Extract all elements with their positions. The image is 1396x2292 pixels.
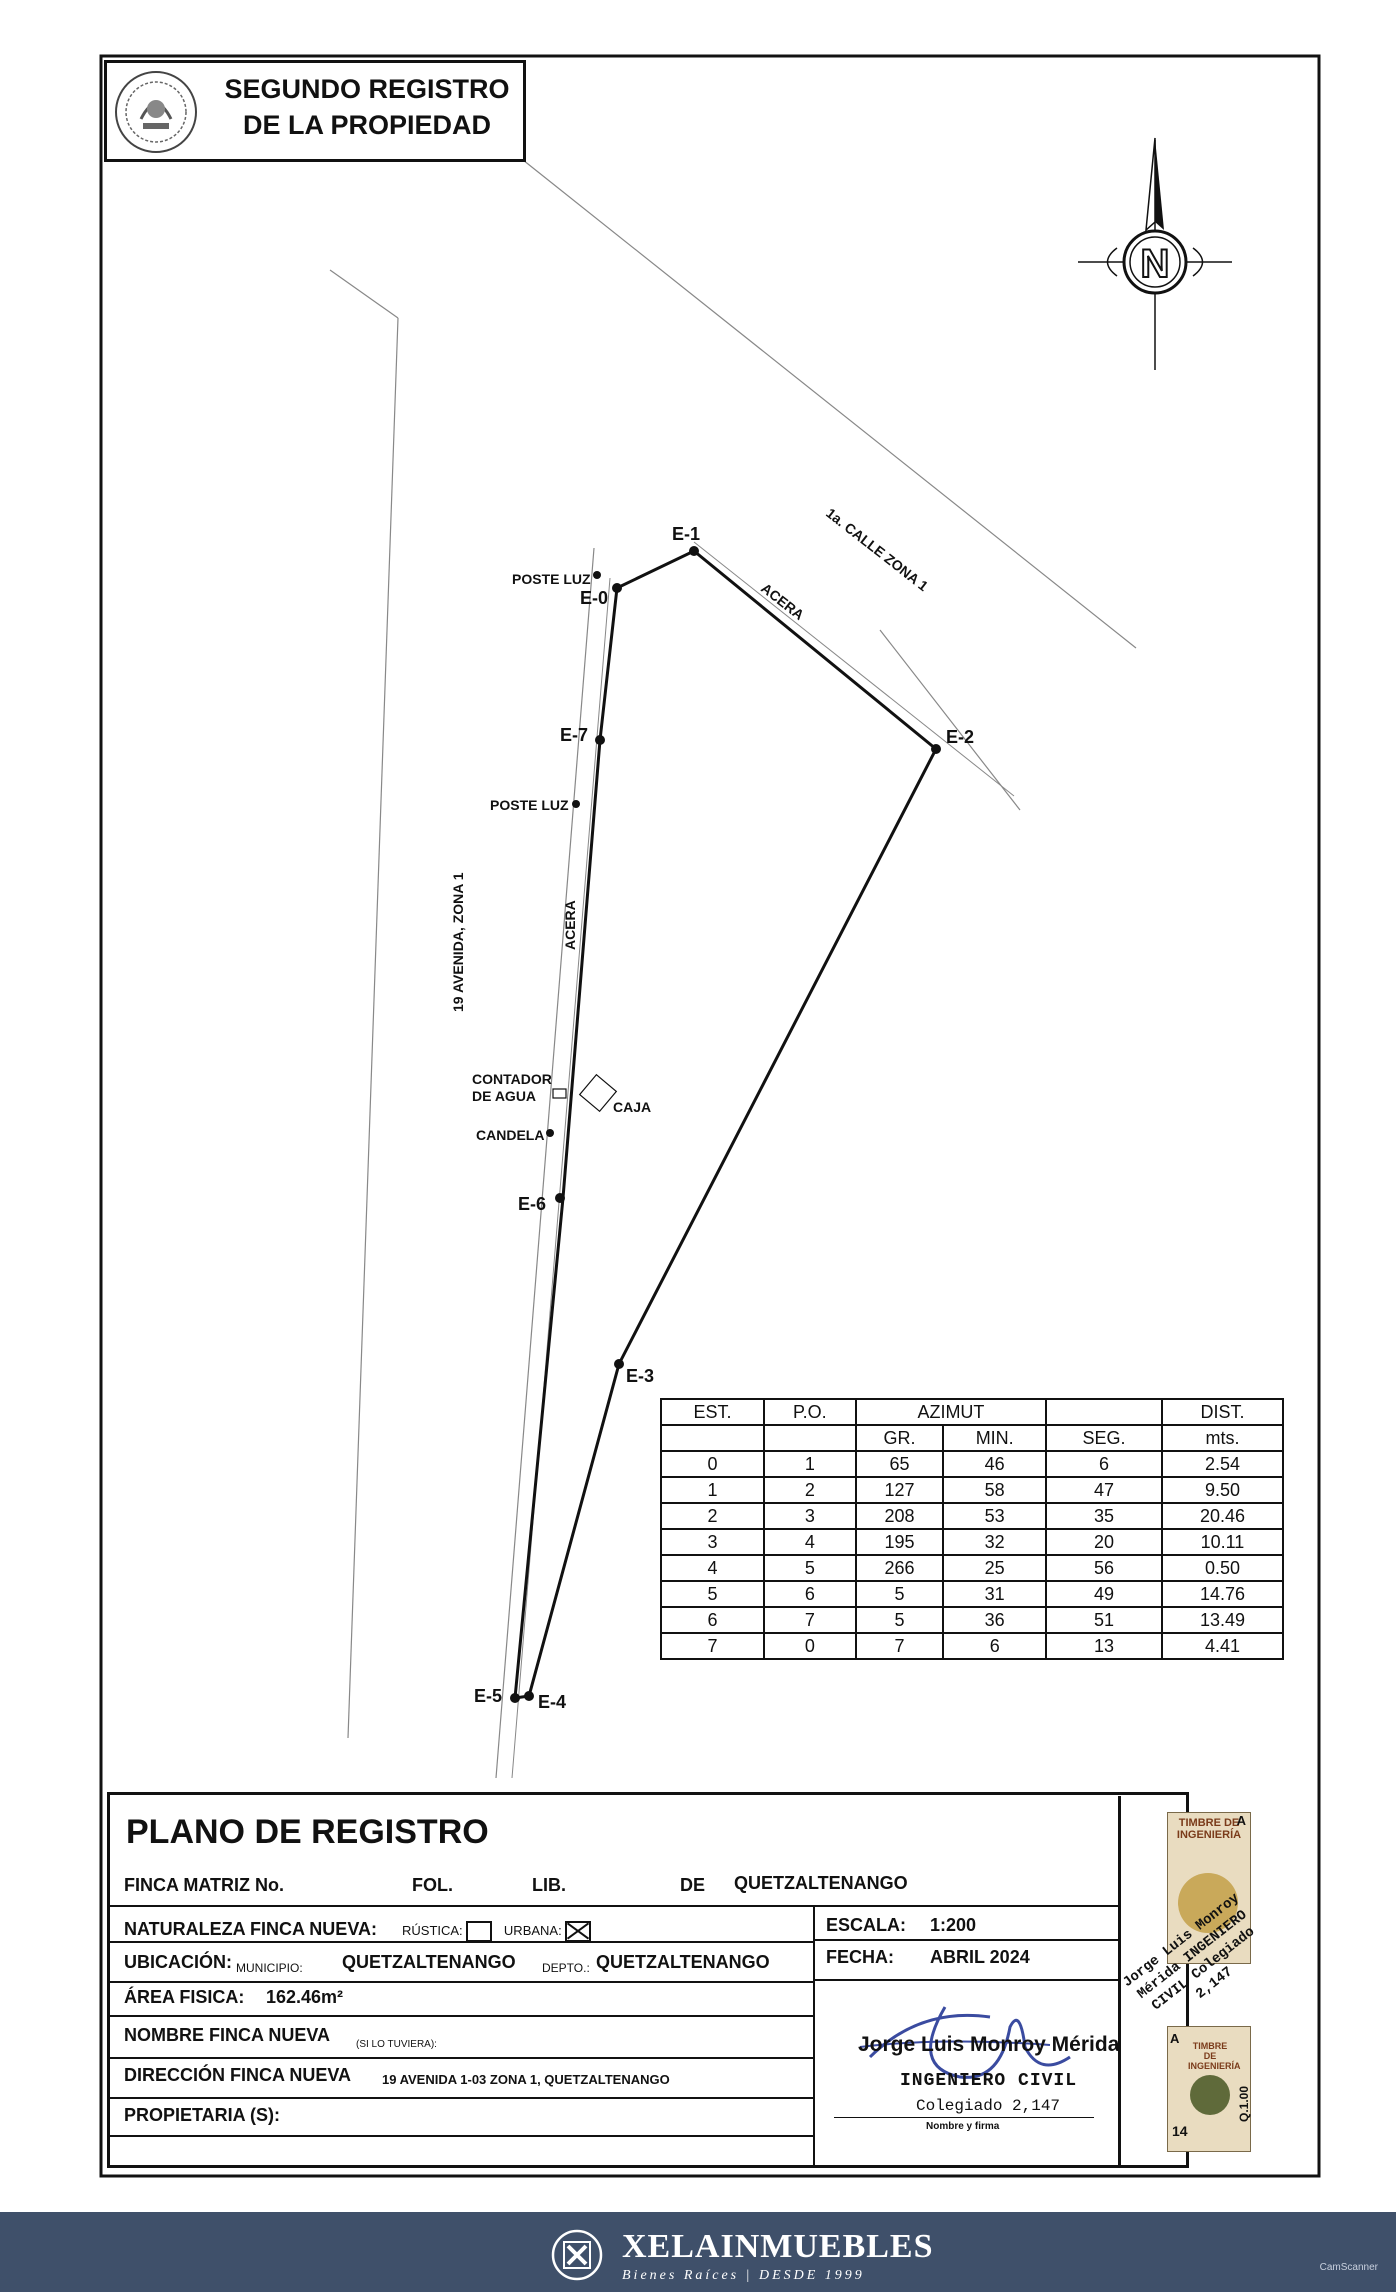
finca-matriz-label: FINCA MATRIZ No. xyxy=(124,1875,284,1895)
cell-min: 25 xyxy=(943,1555,1046,1581)
divider xyxy=(110,2097,813,2099)
avenida-line-top xyxy=(330,270,398,318)
cell-est: 2 xyxy=(661,1503,764,1529)
escala-label: ESCALA: xyxy=(826,1915,906,1935)
divider xyxy=(110,1905,1121,1907)
divider xyxy=(813,1939,1121,1941)
caja-symbol xyxy=(580,1075,617,1112)
cell-po: 3 xyxy=(764,1503,856,1529)
cell-seg: 20 xyxy=(1046,1529,1162,1555)
cell-seg: 51 xyxy=(1046,1607,1162,1633)
xela-logo-icon xyxy=(550,2228,604,2282)
stamps-area xyxy=(1118,1796,1278,2168)
candela-point xyxy=(546,1129,554,1137)
label-caja: CAJA xyxy=(613,1099,652,1115)
label-e5: E-5 xyxy=(474,1686,503,1706)
cell-gr: 208 xyxy=(856,1503,944,1529)
cell-dist: 13.49 xyxy=(1162,1607,1283,1633)
label-acera-left: ACERA xyxy=(562,900,578,950)
cell-po: 0 xyxy=(764,1633,856,1659)
cell-dist: 14.76 xyxy=(1162,1581,1283,1607)
cell-po: 2 xyxy=(764,1477,856,1503)
cell-gr: 5 xyxy=(856,1607,944,1633)
depto-value: QUETZALTENANGO xyxy=(596,1952,770,1972)
cell-min: 6 xyxy=(943,1633,1046,1659)
cell-est: 6 xyxy=(661,1607,764,1633)
title-block xyxy=(107,1792,1189,2168)
direccion-label: DIRECCIÓN FINCA NUEVA xyxy=(124,2065,352,2085)
fol-label: FOL. xyxy=(412,1875,453,1895)
table-row xyxy=(661,1581,1283,1607)
cell-po: 5 xyxy=(764,1555,856,1581)
cell-seg: 56 xyxy=(1046,1555,1162,1581)
acera-line-3 xyxy=(694,542,1014,796)
cell-est: 7 xyxy=(661,1633,764,1659)
cell-gr: 266 xyxy=(856,1555,944,1581)
signature-line xyxy=(834,2117,1094,2118)
label-poste-luz-2: POSTE LUZ xyxy=(490,797,569,813)
label-e6: E-6 xyxy=(518,1194,547,1214)
cell-min: 32 xyxy=(943,1529,1046,1555)
municipio-value: QUETZALTENANGO xyxy=(342,1952,516,1972)
table-row xyxy=(661,1555,1283,1581)
vertex-e1 xyxy=(689,546,699,556)
de-label: DE xyxy=(680,1875,706,1895)
lib-label: LIB. xyxy=(532,1875,566,1895)
direccion-value: 19 AVENIDA 1-03 ZONA 1, QUETZALTENANGO xyxy=(382,2072,670,2087)
th-mts: mts. xyxy=(1162,1425,1283,1451)
cell-gr: 65 xyxy=(856,1451,944,1477)
label-e4: E-4 xyxy=(538,1692,567,1712)
depto-label: DEPTO.: xyxy=(542,1961,590,1975)
cell-min: 46 xyxy=(943,1451,1046,1477)
divider xyxy=(110,1981,813,1983)
vertex-e7 xyxy=(595,735,605,745)
label-poste-luz-1: POSTE LUZ xyxy=(512,571,591,587)
timbre-letter-1: A xyxy=(1236,1813,1246,1828)
table-row xyxy=(661,1607,1283,1633)
rustica-checkbox[interactable] xyxy=(466,1921,492,1942)
municipio-label: MUNICIPIO: xyxy=(236,1961,303,1975)
calle-line-outer xyxy=(523,160,1136,648)
nombre-note: (SI LO TUVIERA): xyxy=(356,2039,437,2050)
cell-dist: 20.46 xyxy=(1162,1503,1283,1529)
fecha-value: ABRIL 2024 xyxy=(930,1947,1030,1967)
cell-dist: 4.41 xyxy=(1162,1633,1283,1659)
th-min: MIN. xyxy=(943,1425,1046,1451)
divider xyxy=(813,1979,1121,1981)
cell-po: 7 xyxy=(764,1607,856,1633)
cell-dist: 10.11 xyxy=(1162,1529,1283,1555)
ubicacion-label: UBICACIÓN: xyxy=(124,1952,232,1972)
cell-min: 53 xyxy=(943,1503,1046,1529)
acera-line-2 xyxy=(512,578,610,1778)
rustica-label: RÚSTICA: xyxy=(402,1922,463,1938)
north-letter: N xyxy=(1140,242,1170,286)
fecha-label: FECHA: xyxy=(826,1947,894,1967)
table-row xyxy=(661,1477,1283,1503)
vertex-e3 xyxy=(614,1359,624,1369)
table-row xyxy=(661,1503,1283,1529)
label-e3: E-3 xyxy=(626,1366,655,1386)
th-azimut: AZIMUT xyxy=(856,1399,1046,1425)
cell-seg: 13 xyxy=(1046,1633,1162,1659)
cell-seg: 49 xyxy=(1046,1581,1162,1607)
de-value: QUETZALTENANGO xyxy=(734,1873,908,1893)
vertex-e4 xyxy=(524,1691,534,1701)
cell-gr: 127 xyxy=(856,1477,944,1503)
th-empty xyxy=(764,1425,856,1451)
label-avenida: 19 AVENIDA, ZONA 1 xyxy=(450,872,466,1012)
label-e2: E-2 xyxy=(946,727,975,747)
timbre-number: 14 xyxy=(1172,2123,1188,2139)
divider xyxy=(110,1941,813,1943)
divider xyxy=(813,1905,815,2165)
cell-gr: 195 xyxy=(856,1529,944,1555)
cell-min: 31 xyxy=(943,1581,1046,1607)
timbre-stamp-2 xyxy=(1167,2026,1251,2152)
colegiado: Colegiado 2,147 xyxy=(916,2097,1061,2115)
escala-value: 1:200 xyxy=(930,1915,977,1935)
poste-luz-point-1 xyxy=(593,571,601,579)
table-row xyxy=(661,1633,1283,1659)
cell-min: 58 xyxy=(943,1477,1046,1503)
table-row xyxy=(661,1529,1283,1555)
label-contador-2: DE AGUA xyxy=(472,1088,537,1104)
urbana-checkbox[interactable] xyxy=(565,1921,591,1942)
label-e0: E-0 xyxy=(580,588,609,608)
rustica-option xyxy=(402,1921,591,1942)
label-contador-1: CONTADOR xyxy=(472,1071,552,1087)
cell-dist: 2.54 xyxy=(1162,1451,1283,1477)
registry-header xyxy=(104,60,526,162)
contador-agua-symbol xyxy=(553,1089,566,1098)
brand-tagline: Bienes Raíces | DESDE 1999 xyxy=(622,2268,865,2283)
area-value: 162.46m² xyxy=(266,1987,344,2007)
engineer-title: INGENIERO CIVIL xyxy=(900,2071,1078,2091)
firma-caption: Nombre y firma xyxy=(926,2121,1000,2132)
cell-est: 3 xyxy=(661,1529,764,1555)
cell-est: 5 xyxy=(661,1581,764,1607)
th-empty xyxy=(661,1425,764,1451)
north-arrow-icon xyxy=(1078,138,1232,370)
label-acera-top: ACERA xyxy=(758,579,808,624)
registry-title-line1: SEGUNDO REGISTRO xyxy=(224,74,510,104)
registry-title-line2: DE LA PROPIEDAD xyxy=(242,110,492,140)
cell-seg: 6 xyxy=(1046,1451,1162,1477)
nombre-label: NOMBRE FINCA NUEVA xyxy=(124,2025,330,2045)
cell-gr: 5 xyxy=(856,1581,944,1607)
cell-min: 36 xyxy=(943,1607,1046,1633)
th-dist: DIST. xyxy=(1162,1399,1283,1425)
label-candela: CANDELA xyxy=(476,1127,545,1143)
registry-title xyxy=(207,71,527,143)
divider xyxy=(110,2057,813,2059)
area-label: ÁREA FISICA: xyxy=(124,1987,245,2007)
label-e7: E-7 xyxy=(560,725,589,745)
th-seg: SEG. xyxy=(1046,1425,1162,1451)
divider xyxy=(110,2135,813,2137)
cell-gr: 7 xyxy=(856,1633,944,1659)
timbre-title-2: TIMBRE DE INGENIERÍA xyxy=(1188,2041,1241,2071)
th-po: P.O. xyxy=(764,1399,856,1425)
engineer-name: Jorge Luis Monroy Mérida xyxy=(858,2033,1120,2056)
poste-luz-point-2 xyxy=(572,800,580,808)
timbre-value: Q.1.00 xyxy=(1237,2085,1252,2123)
urbana-label: URBANA: xyxy=(503,1922,562,1938)
label-e1: E-1 xyxy=(672,524,701,544)
plan-title: PLANO DE REGISTRO xyxy=(126,1813,489,1851)
cell-dist: 0.50 xyxy=(1162,1555,1283,1581)
avenida-line-outer xyxy=(348,318,398,1738)
vertex-e2 xyxy=(931,744,941,754)
survey-table xyxy=(660,1398,1284,1660)
label-calle: 1a. CALLE ZONA 1 xyxy=(823,504,932,595)
th-est: EST. xyxy=(661,1399,764,1425)
engineer-seal-stamp: Jorge Luis Monroy Mérida INGENIERO CIVIL Colegiado 2,147 xyxy=(1120,1890,1259,2015)
cell-seg: 35 xyxy=(1046,1503,1162,1529)
divider xyxy=(110,2015,813,2017)
brand-name: XELAINMUEBLES xyxy=(622,2228,934,2265)
th-gr: GR. xyxy=(856,1425,944,1451)
th-empty xyxy=(1046,1399,1162,1425)
propietaria-label: PROPIETARIA (S): xyxy=(124,2105,280,2125)
vertex-e5 xyxy=(510,1693,520,1703)
cell-po: 6 xyxy=(764,1581,856,1607)
naturaleza-label: NATURALEZA FINCA NUEVA: xyxy=(124,1919,377,1939)
timbre-emblem-2-icon xyxy=(1190,2075,1230,2115)
vertex-e6 xyxy=(555,1193,565,1203)
cell-po: 1 xyxy=(764,1451,856,1477)
scanner-watermark: CamScanner xyxy=(1319,2262,1378,2273)
cell-seg: 47 xyxy=(1046,1477,1162,1503)
footer-bar xyxy=(0,2212,1396,2292)
guatemala-seal-icon xyxy=(113,69,199,155)
timbre-letter-2: A xyxy=(1170,2031,1180,2046)
cell-dist: 9.50 xyxy=(1162,1477,1283,1503)
cell-est: 0 xyxy=(661,1451,764,1477)
table-row xyxy=(661,1451,1283,1477)
cell-est: 4 xyxy=(661,1555,764,1581)
cell-po: 4 xyxy=(764,1529,856,1555)
vertex-e0 xyxy=(612,583,622,593)
cell-est: 1 xyxy=(661,1477,764,1503)
timbre-title-1: TIMBRE DE INGENIERÍA xyxy=(1176,1817,1242,1841)
